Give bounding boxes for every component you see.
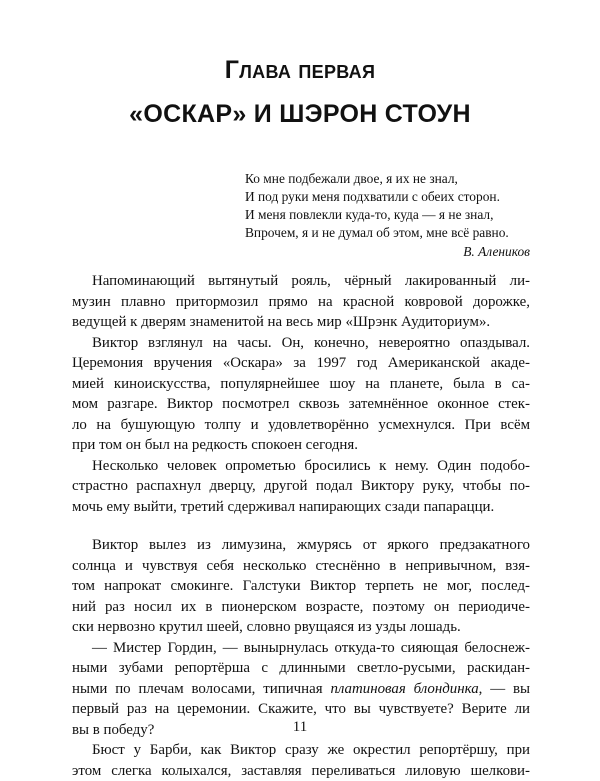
- text-line: страстно распахнул дверцу, другой подал Виктору руку, чтобы по-: [72, 476, 530, 497]
- text-line: ний раз носил их в пионерском возрасте, поэтому он периодиче-: [72, 597, 530, 618]
- epigraph-author: В. Алеников: [245, 243, 530, 261]
- epigraph: [245, 170, 530, 261]
- epigraph-line: И под руки меня подхватили с обеих сторон.: [245, 188, 530, 206]
- text-line: ло на бушующую толпу и удовлетворённо усмехнулся. При всём: [72, 415, 530, 436]
- text-line: солнца и чувствуя себя несколько стеснённо в непривычном, взя-: [72, 556, 530, 577]
- section-break: [72, 517, 530, 535]
- text-line-with-emphasis: [72, 679, 530, 700]
- text-line: мочь ему выйти, третий сдерживал напирающих сзади папарацци.: [72, 497, 530, 518]
- text-line: Церемония вручения «Оскара» за 1997 год Американской акаде-: [72, 353, 530, 374]
- page-number: 11: [0, 719, 600, 736]
- text-line: мом разгаре. Виктор посмотрел сквозь затемнённое оконное стек-: [72, 394, 530, 415]
- paragraph: [72, 456, 530, 518]
- chapter-title: «ОСКАР» И ШЭРОН СТОУН: [0, 100, 600, 129]
- paragraph: [72, 535, 530, 638]
- text-line: вы в победу?: [72, 720, 530, 741]
- epigraph-line: Ко мне подбежали двое, я их не знал,: [245, 170, 530, 188]
- text-line: первый раз на церемонии. Скажите, что вы чувствуете? Верите ли: [72, 699, 530, 720]
- text-line: музин плавно притормозил прямо на красной ковровой дорожке,: [72, 292, 530, 313]
- paragraph: [72, 333, 530, 456]
- text-line: Виктор взглянул на часы. Он, конечно, невероятно опаздывал.: [72, 333, 530, 354]
- paragraph: [72, 740, 530, 781]
- text-segment: , — вы: [479, 681, 530, 697]
- text-line: ведущей к дверям знаменитой на весь мир «Шрэнк Аудиториум».: [72, 312, 530, 333]
- text-line: ными зубами репортёрша с длинными светло-русыми, раскидан-: [72, 658, 530, 679]
- text-line: мией киноискусства, популярнейшее шоу на планете, была в са-: [72, 374, 530, 395]
- chapter-label: Глава первая: [0, 56, 600, 85]
- text-line: Напоминающий вытянутый рояль, чёрный лакированный ли-: [72, 271, 530, 292]
- text-segment: ными по плечам волосами, типичная: [72, 681, 330, 697]
- text-line: при том он был на редкость спокоен сегодня.: [72, 435, 530, 456]
- emphasis-text: платиновая блондинка: [330, 681, 478, 697]
- epigraph-line: И меня повлекли куда-то, куда — я не знал,: [245, 206, 530, 224]
- paragraph: [72, 271, 530, 333]
- text-line: — Мистер Гордин, — вынырнулась откуда-то сияющая белоснеж-: [72, 638, 530, 659]
- epigraph-line: Впрочем, я и не думал об этом, мне всё равно.: [245, 224, 530, 242]
- body-text: [72, 271, 530, 781]
- text-line: Виктор вылез из лимузина, жмурясь от яркого предзакатного: [72, 535, 530, 556]
- text-line: Несколько человек опрометью бросились к нему. Один подобо-: [72, 456, 530, 477]
- text-line: том напрокат смокинге. Галстуки Виктор терпеть не мог, послед-: [72, 576, 530, 597]
- text-line: Бюст у Барби, как Виктор сразу же окрестил репортёршу, при: [72, 740, 530, 761]
- text-line: этом слегка колыхался, заставляя переливаться лиловую шелкови-: [72, 761, 530, 781]
- text-line: ски нервозно крутил шеей, словно рвущаяся из узды лошадь.: [72, 617, 530, 638]
